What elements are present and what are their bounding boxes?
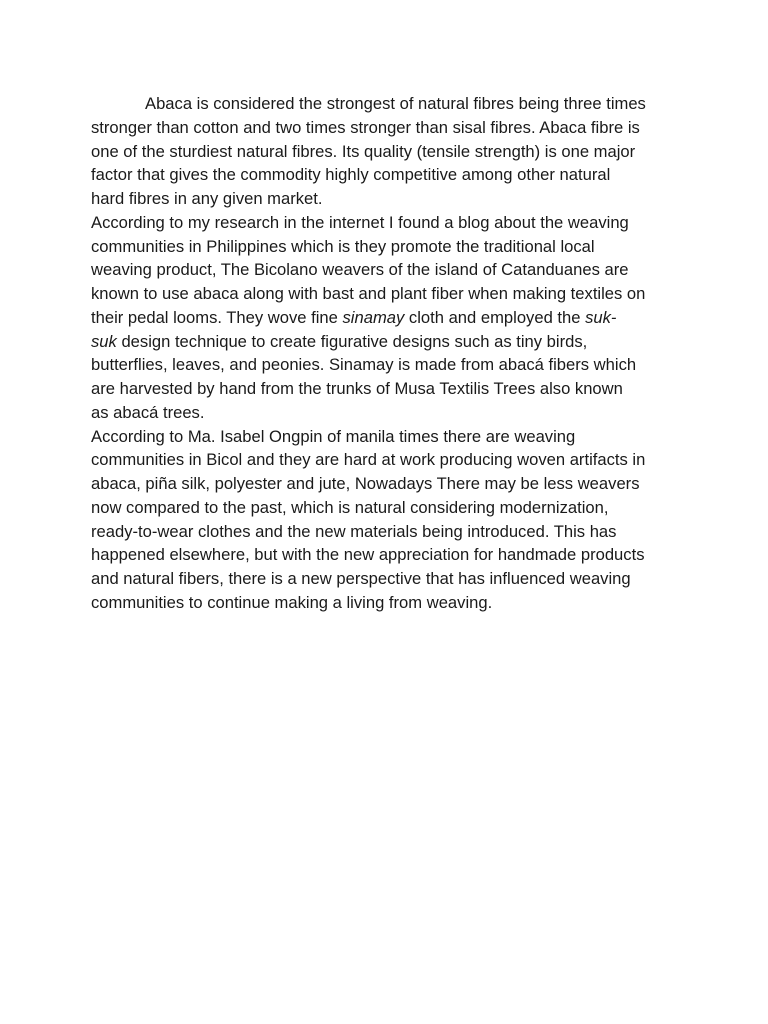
text-segment: their pedal looms. They wove fine [91,307,343,327]
text-line: butterflies, leaves, and peonies. Sinamay is made from abacá fibers which [91,355,637,375]
italic-term-suk-suk-start: suk- [585,307,617,327]
text-line: now compared to the past, which is natural considering modernization, [91,497,609,517]
text-line: stronger than cotton and two times stronger than sisal fibres. Abaca fibre is [91,117,640,137]
text-line: weaving product, The Bicolano weavers of the island of Catanduanes are [91,260,629,280]
paragraph-weaving-research [91,211,691,425]
text-segment: cloth and employed the [404,307,586,327]
text-line: communities to continue making a living from weaving. [91,592,493,612]
text-line: Abaca is considered the strongest of natural fibres being three times [145,94,646,113]
text-line: abaca, piña silk, polyester and jute, Nowadays There may be less weavers [91,474,640,493]
text-line: and natural fibers, there is a new perspective that has influenced weaving [91,569,631,588]
document-body [91,92,691,615]
text-line: factor that gives the commodity highly competitive among other natural [91,165,611,185]
paragraph-abaca-strength [91,92,691,211]
text-segment: design technique to create figurative designs such as tiny birds, [116,331,588,351]
paragraph-bicol-communities [91,425,691,615]
italic-term-suk-suk-end: suk [91,331,117,351]
text-line: hard fibres in any given market. [91,189,323,208]
text-line: According to my research in the internet I found a blog about the weaving [91,212,629,232]
italic-term-sinamay: sinamay [342,307,405,327]
text-line [91,306,691,330]
text-line: happened elsewhere, but with the new appreciation for handmade products [91,545,645,565]
text-line: communities in Bicol and they are hard at work producing woven artifacts in [91,450,646,470]
text-line: communities in Philippines which is they promote the traditional local [91,236,595,256]
text-line: According to Ma. Isabel Ongpin of manila times there are weaving [91,426,576,446]
text-line: ready-to-wear clothes and the new materials being introduced. This has [91,521,617,541]
text-line [91,330,691,354]
text-line: one of the sturdiest natural fibres. Its quality (tensile strength) is one major [91,141,636,161]
text-line: are harvested by hand from the trunks of Musa Textilis Trees also known [91,379,623,398]
text-line: known to use abaca along with bast and plant fiber when making textiles on [91,284,646,303]
text-line: as abacá trees. [91,402,205,422]
